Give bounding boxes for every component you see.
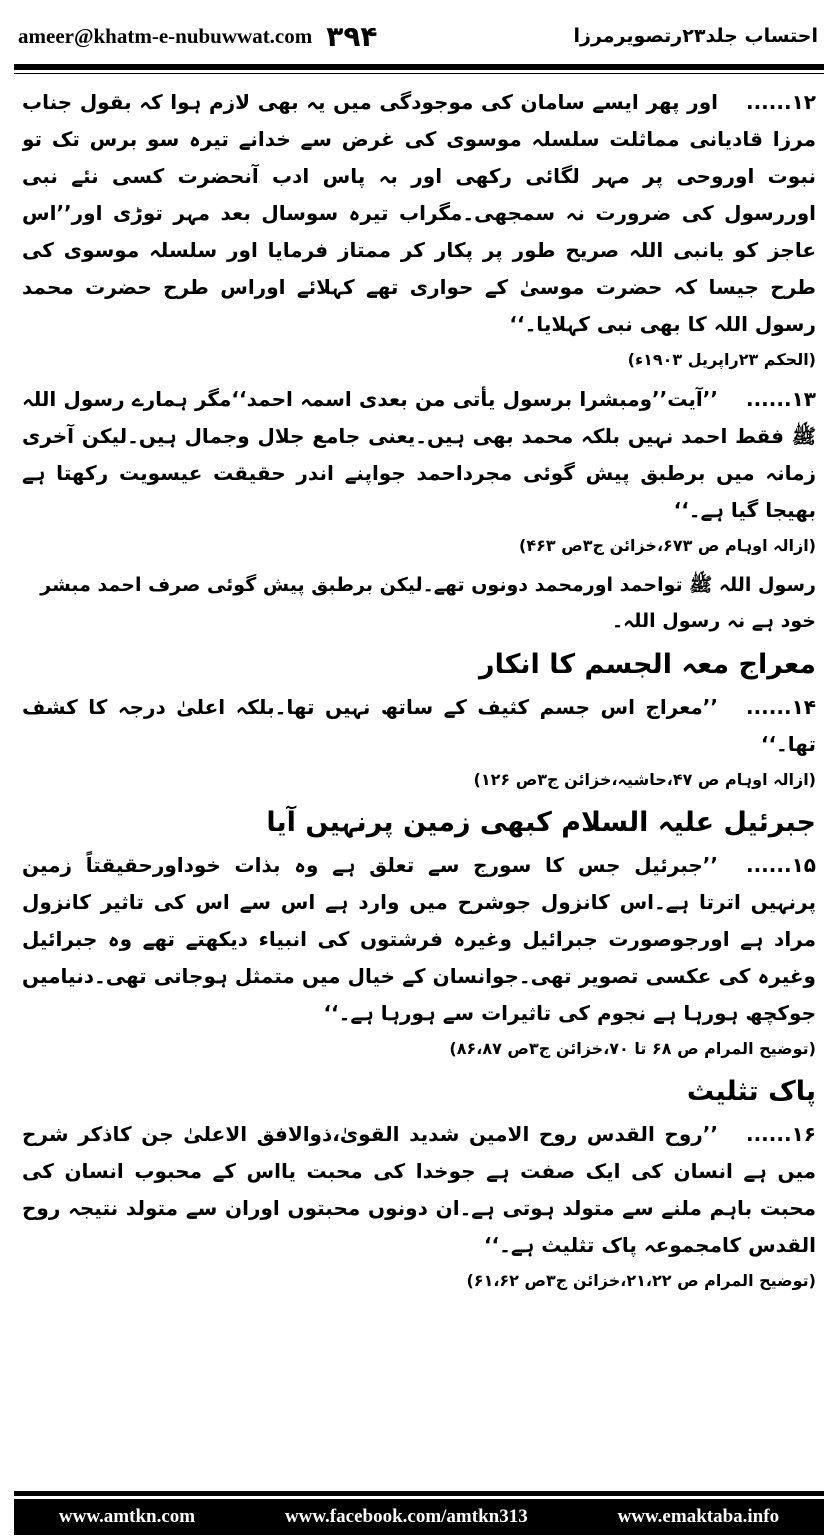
citation: (ازالہ اوہام ص ۶۷۳،خزائن ج۳ص ۴۶۳): [519, 536, 816, 555]
footer-link-amtkn[interactable]: www.amtkn.com: [58, 1506, 196, 1527]
citation: (توضیح المرام ص ۲۱،۲۲،خزائن ج۳ص ۶۱،۶۲): [466, 1271, 816, 1290]
header-left: [18, 20, 378, 53]
page-number: ۳۹۴: [326, 19, 378, 53]
commentary-text: رسول اللہ ﷺ تواحمد اورمحمد دونوں تھے۔لیکن برطبق پیش گوئی صرف احمد مبشر خود ہے نہ رسول اللہ۔: [40, 574, 816, 632]
section-heading: معراج معہ الجسم کا انکار: [479, 649, 816, 680]
paragraph-text: ’’آیت’’ومبشرا برسول یأتی من بعدی اسمہ احمد‘‘مگر ہمارے رسول اللہ ﷺ فقط احمد نہیں بلکہ محمد بھی ہیں۔یعنی جامع جلال وجمال ہیں۔لیکن آخری زمانہ میں برطبق پیش گوئی مجرداحمد جواپنے اندر حقیقت عیسویت رکھتا ہے بھیجا گیا ہے۔‘‘: [22, 387, 816, 522]
paragraph-text: اور پھر ایسے سامان کی موجودگی میں یہ بھی لازم ہوا کہ بقول جناب مرزا قادیانی مماثلت سلسلہ موسوی کی غرض سے خدانے تیرہ سو برس تک تو نبوت اوروحی پر مہر لگائی رکھی اور بہ پاس ادب آنحضرت کسی نئے نبی اوررسول کی ضرورت نہ سمجھی۔مگراب تیرہ سوسال بعد مہر توڑی اور’’اس عاجز کو یانبی اللہ صریح طور پر پکار کر ممتاز فرمایا اور سلسلہ موسوی کی طرح جیسا کہ حضرت موسیٰ کے حواری تھے کہلائے اوراس طرح حضرت محمد رسول اللہ کا بھی نبی کہلایا۔‘‘: [22, 90, 816, 336]
paragraph-number: ۱۴......: [745, 695, 816, 719]
citation: (الحکم ۲۳راپریل ۱۹۰۳ء): [627, 350, 816, 369]
footer-link-emaktaba[interactable]: www.emaktaba.info: [617, 1506, 780, 1527]
paragraph-text: ’’روح القدس روح الامین شدید القویٰ،ذوالافق الاعلیٰ جن کاذکر شرح میں ہے انسان کی ایک صفت ہے جوخدا کی محبت یااس کے محبوب انسان کی محبت باہم ملنے سے متولد ہوتی ہے۔ان دونوں محبتوں اوران سے متولد نتیجہ روح القدس کامجموعہ پاک تثلیث ہے۔‘‘: [22, 1122, 816, 1257]
numbered-paragraph: [22, 84, 816, 343]
numbered-paragraph: [22, 689, 816, 763]
numbered-paragraph: [22, 1116, 816, 1264]
numbered-paragraph: [22, 847, 816, 1032]
citation: (توضیح المرام ص ۶۸ تا ۷۰،خزائن ج۳ص ۸۶،۸۷): [449, 1039, 816, 1058]
page-body: [22, 84, 816, 1464]
header-email: ameer@khatm-e-nubuwwat.com: [18, 23, 313, 48]
footer-bar: [14, 1499, 824, 1535]
paragraph-number: ۱۵......: [745, 853, 816, 877]
section-heading: جبرئیل علیہ السلام کبھی زمین پرنہیں آیا: [266, 807, 816, 838]
footer-link-facebook[interactable]: www.facebook.com/amtkn313: [284, 1506, 528, 1527]
section-heading: پاک تثلیث: [686, 1076, 816, 1107]
header-rule-thin: [14, 73, 824, 74]
paragraph-text: ’’جبرئیل جس کا سورج سے تعلق ہے وہ بذات خوداورحقیقتاً زمین پرنہیں اترتا ہے۔اس کانزول جوشرح میں وارد ہے اس سے اس کی تاثیر کانزول مراد ہے اورجوصورت جبرائیل وغیرہ فرشتوں کی انبیاء دیکھتے تھے وہ جبرائیل وغیرہ کی عکسی تصویر تھی۔جوانسان کے خیال میں متمثل ہوجاتی تھی۔دنیامیں جوکچھ ہورہا ہے نجوم کی تاثیرات سے ہورہا ہے۔‘‘: [22, 853, 816, 1025]
paragraph-number: ۱۲......: [745, 90, 816, 114]
book-title: احتساب جلد۲۳رتصویرمرزا: [573, 25, 818, 47]
paragraph-text: ’’معراج اس جسم کثیف کے ساتھ نہیں تھا۔بلکہ اعلیٰ درجہ کا کشف تھا۔‘‘: [22, 695, 816, 756]
citation: (ازالہ اوہام ص ۴۷،حاشیہ،خزائن ج۳ص ۱۲۶): [473, 770, 816, 789]
paragraph-number: ۱۶......: [745, 1122, 816, 1146]
numbered-paragraph: [22, 381, 816, 529]
page-header: [18, 14, 818, 58]
footer-rule: [14, 1491, 824, 1496]
paragraph-number: ۱۳......: [745, 387, 816, 411]
header-rule: [14, 64, 824, 70]
